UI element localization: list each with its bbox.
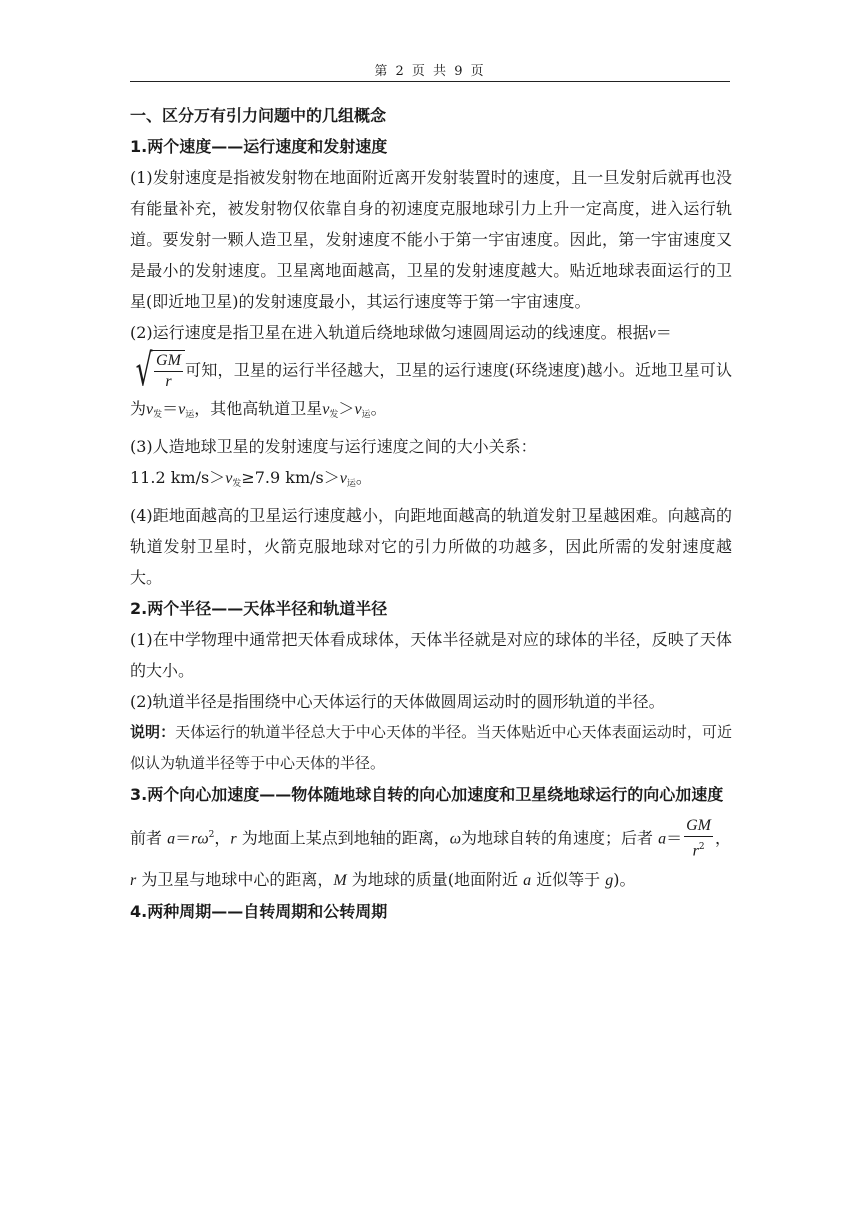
heading-two-speeds: 1.两个速度——运行速度和发射速度 <box>130 137 388 156</box>
header-divider <box>130 81 730 82</box>
document-body <box>130 100 732 927</box>
note-box: 说明：天体运行的轨道半径总大于中心天体的半径。当天体贴近中心天体表面运动时，可近似认为轨道半径等于中心天体的半径。 <box>130 723 732 772</box>
heading-two-radii: 2.两个半径——天体半径和轨道半径 <box>130 599 388 618</box>
sqrt-formula: √ $\frac{GM}{r}$ <box>130 349 185 393</box>
para-orbital-speed: (2)运行速度是指卫星在进入轨道后绕地球做匀速圆周运动的线速度。根据v＝ √ $\frac{GM}{r}$ 可知，卫星的运行半径越大，卫星的运行速度(环绕速度)越小。近地卫星可认为$v_发=v_运$，其他高轨道卫星$v_发>v_运$。 <box>130 323 732 420</box>
gm-over-r2-fraction: $\frac{GM}{r^2}$ <box>686 817 712 860</box>
speed-inequality-formula: 11.2 $km/s>v_发\ge 7.9$ $km/s>v_运$。 <box>130 468 372 489</box>
para-launch-speed: (1)发射速度是指被发射物在地面附近离开发射装置时的速度，且一旦发射后就再也没有能量补充，被发射物仅依靠自身的初速度克服地球引力上升一定高度，进入运行轨道。要发射一颗人造卫星，发射速度不能小于第一宇宙速度。因此，第一宇宙速度又是最小的发射速度。卫星离地面越高，卫星的发射速度越大。贴近地球表面运行的卫星(即近地卫星)的发射速度最小，其运行速度等于第一宇宙速度。 <box>130 168 732 311</box>
para-high-orbit: (4)距地面越高的卫星运行速度越小，向距地面越高的轨道发射卫星越困难。向越高的轨道发射卫星时，火箭克服地球对它的引力所做的功越多，因此所需的发射速度越大。 <box>130 506 732 587</box>
para-orbit-radius: (2)轨道半径是指围绕中心天体运行的天体做圆周运动时的圆形轨道的半径。 <box>130 692 665 711</box>
section-title: 一、区分万有引力问题中的几组概念 <box>130 106 387 125</box>
para-acceleration-vars: r 为卫星与地球中心的距离，M 为地球的质量(地面附近 a 近似等于 g)。 <box>130 870 636 890</box>
page-header: 第 2 页 共 9 页 <box>374 64 486 79</box>
para-body-radius: (1)在中学物理中通常把天体看成球体，天体半径就是对应的球体的半径，反映了天体的大小。 <box>130 630 732 680</box>
para-speed-relation: (3)人造地球卫星的发射速度与运行速度之间的大小关系： <box>130 437 537 456</box>
para-acceleration-formula: 前者 $a=r\omega^2$，r 为地面上某点到地轴的距离，ω为地球自转的角速度；后者 a＝ $\frac{GM}{r^2}$ ， <box>130 817 732 860</box>
heading-two-periods: 4.两种周期——自转周期和公转周期 <box>130 902 388 922</box>
heading-two-accelerations: 3.两个向心加速度——物体随地球自转的向心加速度和卫星绕地球运行的向心加速度 <box>130 785 724 804</box>
